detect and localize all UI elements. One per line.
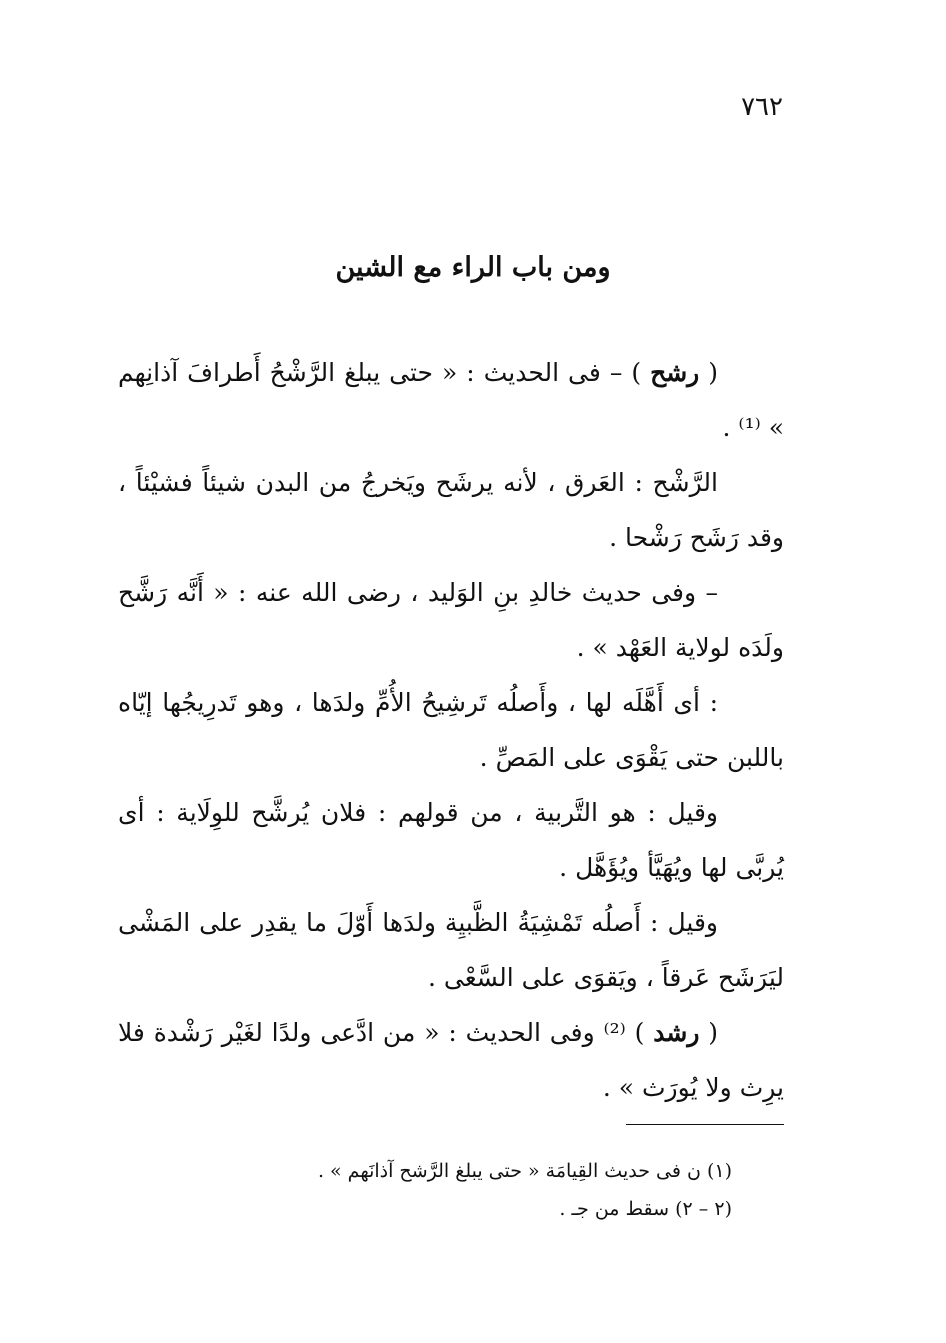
entry-text: ) – فى الحديث : « حتى يبلغ الرَّشْحُ أَطرافَ آذانِهم » ⁽¹⁾ .	[118, 358, 784, 442]
paragraph: وقيل : هو التَّربية ، من قولهم : فلان يُرشَّح للوِلَاية : أى يُربَّى لها ويُهَيَّأ ويُؤَهَّل .	[118, 798, 784, 882]
entry-rashh	[118, 345, 784, 455]
headword-rashd: رشد	[653, 1018, 700, 1047]
entry-text: ) ⁽²⁾ وفى الحديث : « من ادَّعى ولدًا لغَيْر رَشْدة فلا يرِث ولا يُورَث » .	[118, 1018, 784, 1102]
headword-rashh: رشح	[650, 358, 700, 387]
entry-rashd	[118, 1005, 784, 1115]
paragraph: وقيل : أَصلُه تَمْشِيَةُ الظَّبيِة ولدَها أَوّلَ ما يقدِر على المَشْى ليَرَشَح عَرقاً ، ويَقوَى على السَّعْى .	[118, 908, 784, 992]
footnote-divider	[626, 1124, 784, 1125]
section-heading: ومن باب الراء مع الشين	[335, 252, 611, 283]
footnote: (٢ – ٢) سقط من جـ .	[559, 1198, 732, 1220]
entry-open: (	[699, 1018, 719, 1047]
paragraph: : أى أَهَّلَه لها ، وأَصلُه تَرشِيحُ الأُمِّ ولدَها ، وهو تَدرِيجُها إيّاه باللبن حتى يَقْوَى على المَصِّ .	[118, 688, 784, 772]
entry-open: (	[699, 358, 719, 387]
paragraph: الرَّشْح : العَرق ، لأنه يرشَح ويَخرجُ من البدن شيئاً فشيْئاً ، وقد رَشَح رَشْحا .	[118, 468, 784, 552]
footnote: (١) ن فى حديث القِيامَة « حتى يبلغ الرَّشح آذانَهم » .	[317, 1160, 732, 1182]
paragraph: – وفى حديث خالدِ بنِ الوَليد ، رضى الله عنه : « أَنَّه رَشَّح ولَدَه لولاية العَهْد » .	[118, 578, 784, 662]
footnotes	[150, 1152, 732, 1228]
page-number: ٧٦٢	[741, 92, 783, 122]
body-text	[118, 345, 784, 1115]
